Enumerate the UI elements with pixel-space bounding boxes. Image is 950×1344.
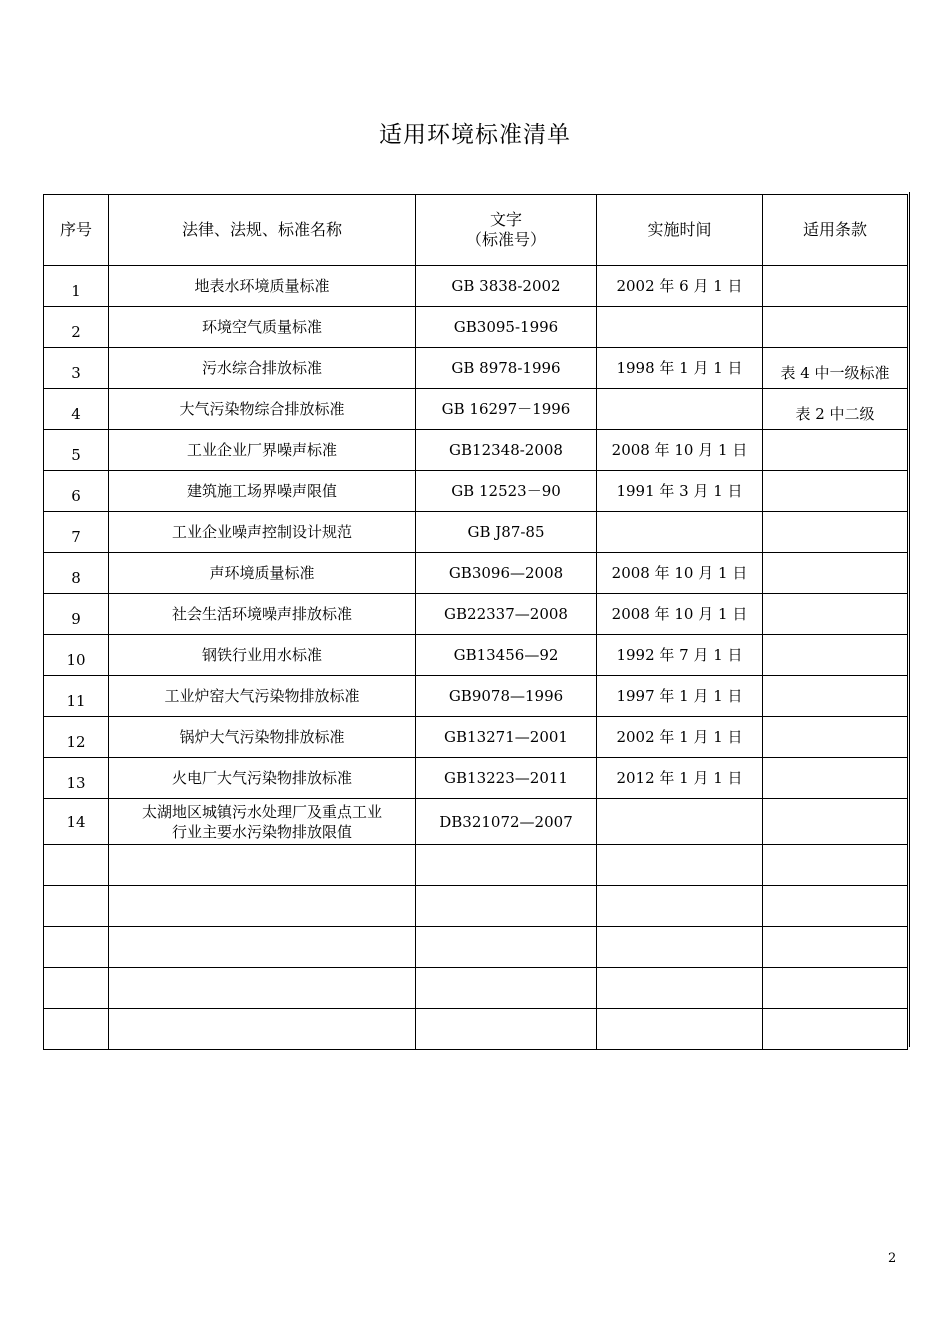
empty-cell — [44, 1009, 109, 1050]
table-row — [44, 799, 908, 845]
cell-clause — [763, 594, 908, 635]
cell-code: GB3096—2008 — [416, 553, 597, 594]
cell-name-line1: 太湖地区城镇污水处理厂及重点工业 — [141, 802, 382, 821]
table-row — [44, 307, 908, 348]
cell-date: 2008 年 10 月 1 日 — [597, 594, 763, 635]
standards-table — [43, 194, 908, 1050]
header-date: 实施时间 — [597, 195, 763, 266]
cell-clause — [763, 717, 908, 758]
cell-no: 6 — [44, 471, 109, 512]
cell-clause — [763, 676, 908, 717]
cell-name: 火电厂大气污染物排放标准 — [109, 758, 416, 799]
cell-name: 声环境质量标准 — [109, 553, 416, 594]
header-no: 序号 — [44, 195, 109, 266]
cell-code: GB 12523－90 — [416, 471, 597, 512]
cell-code: GB J87-85 — [416, 512, 597, 553]
page-number: 2 — [888, 1251, 897, 1266]
cell-no: 10 — [44, 635, 109, 676]
cell-no: 4 — [44, 389, 109, 430]
cell-code: DB321072—2007 — [416, 799, 597, 845]
cell-code: GB9078—1996 — [416, 676, 597, 717]
cell-no: 12 — [44, 717, 109, 758]
empty-cell — [597, 927, 763, 968]
cell-name: 工业企业噪声控制设计规范 — [109, 512, 416, 553]
empty-cell — [109, 886, 416, 927]
cell-date: 1998 年 1 月 1 日 — [597, 348, 763, 389]
table-row — [44, 389, 908, 430]
cell-date: 2002 年 1 月 1 日 — [597, 717, 763, 758]
cell-date — [597, 799, 763, 845]
cell-date: 2008 年 10 月 1 日 — [597, 553, 763, 594]
cell-code: GB13271—2001 — [416, 717, 597, 758]
cell-date: 1991 年 3 月 1 日 — [597, 471, 763, 512]
cell-clause — [763, 512, 908, 553]
cell-name: 建筑施工场界噪声限值 — [109, 471, 416, 512]
empty-cell — [763, 1009, 908, 1050]
empty-cell — [597, 845, 763, 886]
cell-no: 2 — [44, 307, 109, 348]
empty-cell — [416, 886, 597, 927]
cell-code: GB 16297－1996 — [416, 389, 597, 430]
empty-cell — [44, 927, 109, 968]
cell-date: 2002 年 6 月 1 日 — [597, 266, 763, 307]
header-name: 法律、法规、标准名称 — [109, 195, 416, 266]
cell-date: 1997 年 1 月 1 日 — [597, 676, 763, 717]
empty-row — [44, 886, 908, 927]
cell-name: 环境空气质量标准 — [109, 307, 416, 348]
cell-no: 1 — [44, 266, 109, 307]
table-row — [44, 266, 908, 307]
cell-no: 8 — [44, 553, 109, 594]
cell-name-line2: 行业主要水污染物排放限值 — [171, 822, 352, 841]
cell-code: GB 3838-2002 — [416, 266, 597, 307]
empty-cell — [44, 845, 109, 886]
cell-name: 锅炉大气污染物排放标准 — [109, 717, 416, 758]
cell-clause — [763, 799, 908, 845]
cell-name: 社会生活环境噪声排放标准 — [109, 594, 416, 635]
table-row — [44, 553, 908, 594]
cell-code: GB13456—92 — [416, 635, 597, 676]
empty-row — [44, 845, 908, 886]
page-title: 适用环境标准清单 — [379, 122, 571, 148]
cell-clause — [763, 266, 908, 307]
empty-row — [44, 1009, 908, 1050]
empty-cell — [416, 845, 597, 886]
empty-cell — [597, 886, 763, 927]
empty-cell — [44, 968, 109, 1009]
table-row — [44, 635, 908, 676]
header-code — [416, 195, 597, 266]
empty-cell — [44, 886, 109, 927]
empty-cell — [109, 845, 416, 886]
table-row — [44, 758, 908, 799]
empty-cell — [763, 886, 908, 927]
empty-cell — [416, 1009, 597, 1050]
table-outer-border-line — [909, 192, 910, 1047]
empty-cell — [109, 968, 416, 1009]
cell-clause — [763, 307, 908, 348]
table-row — [44, 512, 908, 553]
cell-clause — [763, 635, 908, 676]
table-row — [44, 348, 908, 389]
header-code-line2: （标准号） — [465, 230, 546, 249]
cell-clause: 表 4 中一级标准 — [763, 348, 908, 389]
table-row — [44, 430, 908, 471]
cell-clause — [763, 430, 908, 471]
header-clause: 适用条款 — [763, 195, 908, 266]
cell-date: 2008 年 10 月 1 日 — [597, 430, 763, 471]
cell-no: 5 — [44, 430, 109, 471]
table-row — [44, 717, 908, 758]
empty-cell — [597, 968, 763, 1009]
table-header-row — [44, 195, 908, 266]
empty-cell — [109, 1009, 416, 1050]
table-row — [44, 676, 908, 717]
table-row — [44, 471, 908, 512]
table-row — [44, 594, 908, 635]
empty-cell — [763, 845, 908, 886]
cell-clause — [763, 553, 908, 594]
empty-cell — [763, 968, 908, 1009]
cell-date: 2012 年 1 月 1 日 — [597, 758, 763, 799]
empty-cell — [109, 927, 416, 968]
empty-row — [44, 968, 908, 1009]
cell-name: 工业炉窑大气污染物排放标准 — [109, 676, 416, 717]
empty-row — [44, 927, 908, 968]
cell-no: 14 — [44, 799, 109, 845]
empty-cell — [763, 927, 908, 968]
empty-cell — [416, 927, 597, 968]
cell-date — [597, 307, 763, 348]
cell-name: 地表水环境质量标准 — [109, 266, 416, 307]
cell-no: 9 — [44, 594, 109, 635]
cell-code: GB3095-1996 — [416, 307, 597, 348]
cell-code: GB13223—2011 — [416, 758, 597, 799]
cell-no: 13 — [44, 758, 109, 799]
cell-name: 大气污染物综合排放标准 — [109, 389, 416, 430]
cell-name: 污水综合排放标准 — [109, 348, 416, 389]
cell-code: GB22337—2008 — [416, 594, 597, 635]
cell-name: 工业企业厂界噪声标准 — [109, 430, 416, 471]
cell-name — [109, 799, 416, 845]
cell-date — [597, 512, 763, 553]
cell-clause — [763, 758, 908, 799]
cell-date: 1992 年 7 月 1 日 — [597, 635, 763, 676]
empty-cell — [597, 1009, 763, 1050]
cell-no: 7 — [44, 512, 109, 553]
cell-code: GB12348-2008 — [416, 430, 597, 471]
cell-no: 3 — [44, 348, 109, 389]
cell-name: 钢铁行业用水标准 — [109, 635, 416, 676]
cell-code: GB 8978-1996 — [416, 348, 597, 389]
cell-no: 11 — [44, 676, 109, 717]
cell-date — [597, 389, 763, 430]
cell-clause — [763, 471, 908, 512]
empty-cell — [416, 968, 597, 1009]
header-code-line1: 文字 — [489, 210, 522, 229]
cell-clause: 表 2 中二级 — [763, 389, 908, 430]
